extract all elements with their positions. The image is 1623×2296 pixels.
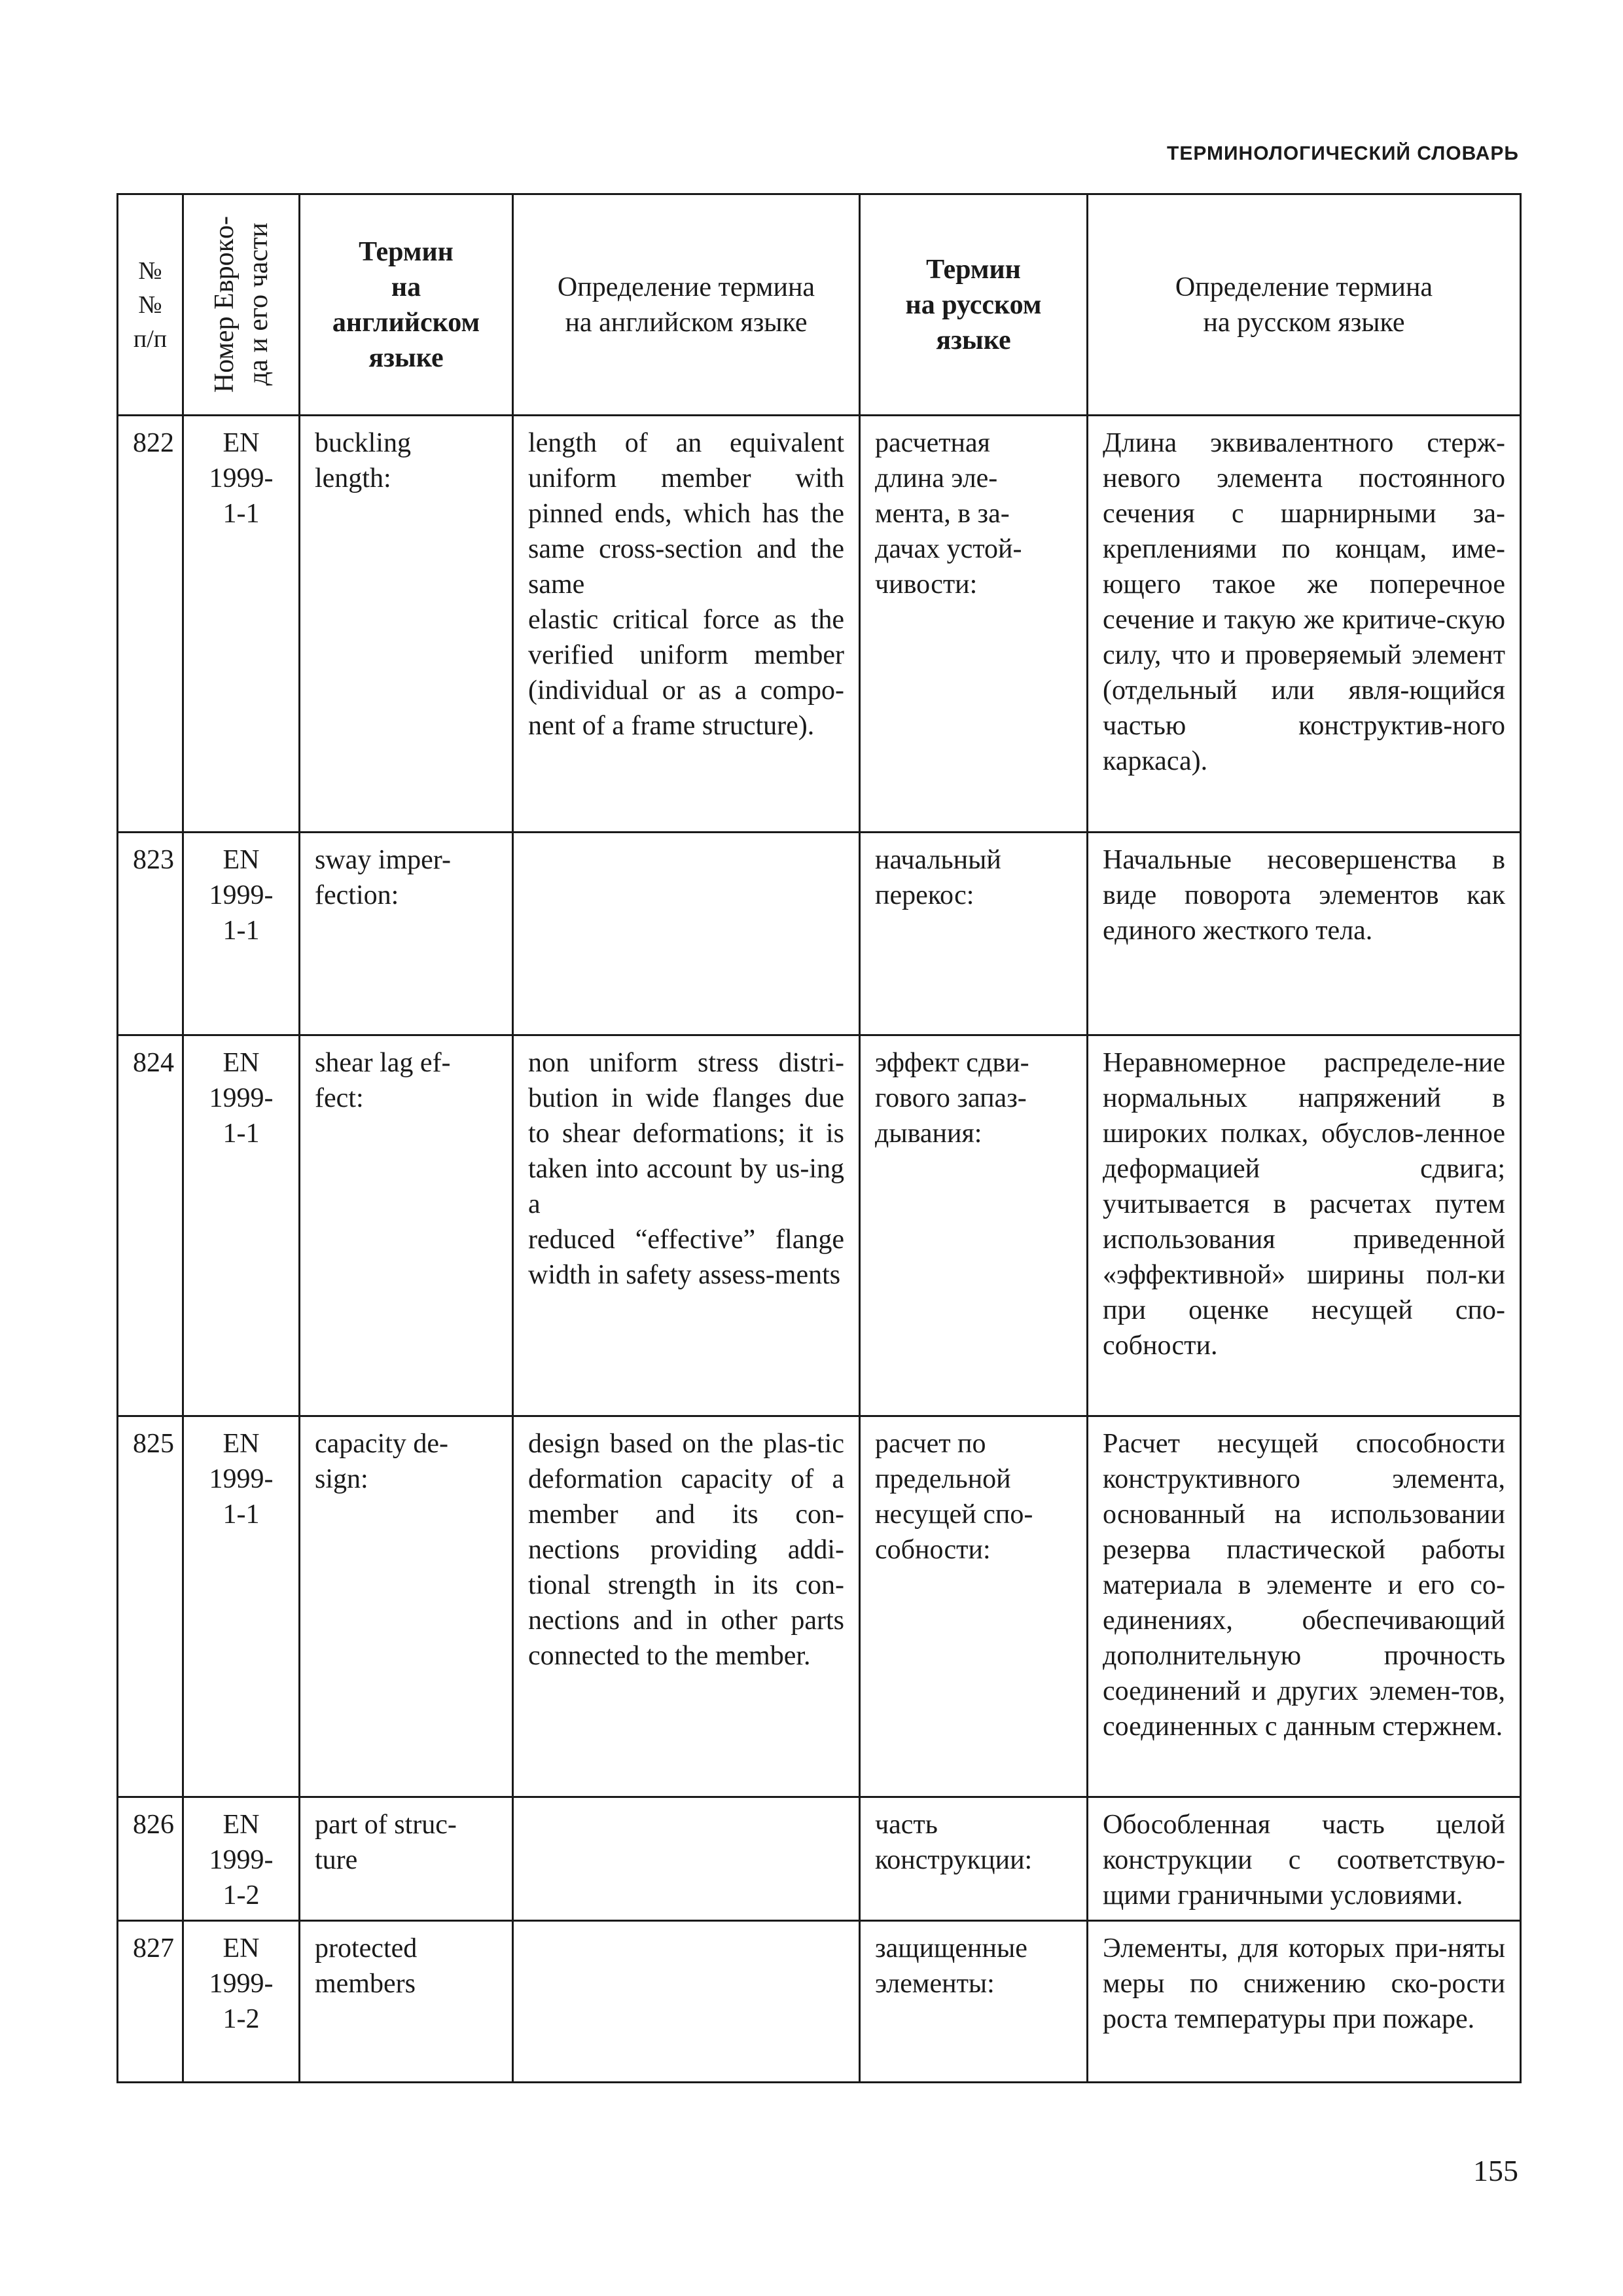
table-row [118,1416,1521,1797]
row-number: 825 [118,1416,183,1797]
header-term-ru: Термин на русском языке [860,194,1088,416]
eurocode-cell: EN 1999- 1-1 [183,416,300,833]
term-en-cell: part of struc- ture [300,1797,513,1921]
term-ru-cell: часть конструкции: [860,1797,1088,1921]
header-definition-en: Определение термина на английском языке [513,194,860,416]
page-number: 155 [1473,2154,1518,2187]
row-number: 824 [118,1035,183,1416]
eurocode-cell: EN 1999- 1-2 [183,1797,300,1921]
definition-ru-cell: Начальные несовершенства в виде поворота элементов как единого жесткого тела. [1088,833,1521,1035]
table-row [118,833,1521,1035]
eurocode-cell: EN 1999- 1-1 [183,833,300,1035]
term-ru-cell: расчет по предельной несущей спо- собности: [860,1416,1088,1797]
eurocode-cell: EN 1999- 1-1 [183,1035,300,1416]
definition-ru-cell: Расчет несущей способности конструктивного элемента, основанный на использовании резерва пластической работы материала в элементе и его со-единениях, обеспечивающий дополнительную прочность соединений и других элемен-тов, соединенных с данным стержнем. [1088,1416,1521,1797]
term-en-cell: capacity de- sign: [300,1416,513,1797]
term-ru-cell: начальный перекос: [860,833,1088,1035]
definition-en-cell [513,1797,860,1921]
definition-en-cell: non uniform stress distri-bution in wide flanges due to shear deformations; it is taken into account by us-ing a reduced “effective” flange width in safety assess-ments [513,1035,860,1416]
definition-en-cell: design based on the plas-tic deformation capacity of a member and its con-nections providing addi-tional strength in its con-nections and in other parts connected to the member. [513,1416,860,1797]
header-number: №№ п/п [118,194,183,416]
eurocode-cell: EN 1999- 1-2 [183,1921,300,2083]
definition-ru-cell: Обособленная часть целой конструкции с соответствую-щими граничными условиями. [1088,1797,1521,1921]
table-row [118,1797,1521,1921]
glossary-table [116,193,1522,2083]
table-row [118,1921,1521,2083]
definition-en-cell [513,833,860,1035]
term-en-cell: buckling length: [300,416,513,833]
term-ru-cell: защищенные элементы: [860,1921,1088,2083]
table-row [118,1035,1521,1416]
header-eurocode: Номер Еврокo- да и его части [183,194,300,416]
definition-en-cell [513,1921,860,2083]
definition-ru-cell: Длина эквивалентного стерж-невого элемента постоянного сечения с шарнирными за-креплениями по концам, име-ющего такое же поперечное сечение и такую же критиче-скую силу, что и проверяемый элемент (отдельный или явля-ющийся частью конструктив-ного каркаса). [1088,416,1521,833]
row-number: 822 [118,416,183,833]
header-definition-ru: Определение термина на русском языке [1088,194,1521,416]
definition-ru-cell: Неравномерное распределе-ние нормальных напряжений в широких полках, обуслов-ленное деформацией сдвига; учитывается в расчетах путем использования приведенной «эффективной» ширины пол-ки при оценке несущей спо-собности. [1088,1035,1521,1416]
definition-en-cell: length of an equivalent uniform member with pinned ends, which has the same cross-section and the same elastic critical force as the verified uniform member (individual or as a compo-nent of a frame structure). [513,416,860,833]
definition-ru-cell: Элементы, для которых при-няты меры по снижению ско-рости роста температуры при пожаре. [1088,1921,1521,2083]
eurocode-cell: EN 1999- 1-1 [183,1416,300,1797]
header-row [118,194,1521,416]
row-number: 826 [118,1797,183,1921]
table-row [118,416,1521,833]
header-term-en: Термин на английском языке [300,194,513,416]
row-number: 827 [118,1921,183,2083]
running-head: ТЕРМИНОЛОГИЧЕСКИЙ СЛОВАРЬ [1167,143,1519,164]
term-en-cell: protected members [300,1921,513,2083]
term-en-cell: sway imper- fection: [300,833,513,1035]
term-en-cell: shear lag ef- fect: [300,1035,513,1416]
term-ru-cell: эффект сдви- гового запаз- дывания: [860,1035,1088,1416]
term-ru-cell: расчетная длина эле- мента, в за- дачах устой- чивости: [860,416,1088,833]
row-number: 823 [118,833,183,1035]
